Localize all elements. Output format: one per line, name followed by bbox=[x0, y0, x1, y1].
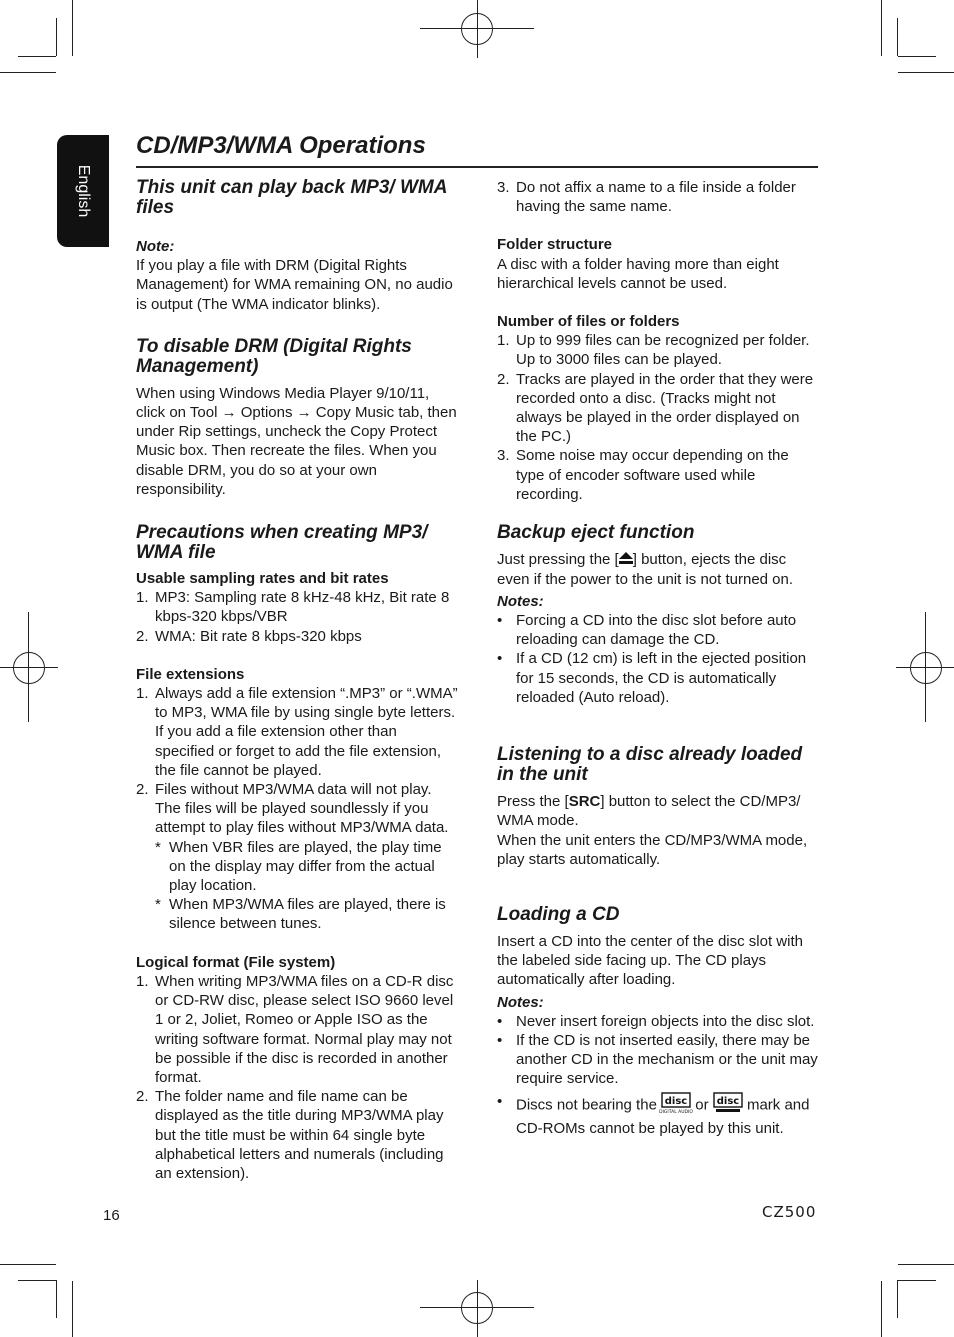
section-heading-precautions: Precautions when creating MP3/ WMA file bbox=[136, 522, 428, 564]
folder-structure-text: A disc with a folder having more than eight hierarchical levels cannot be used. bbox=[497, 255, 779, 292]
list-item: • Never insert foreign objects into the disc slot. bbox=[497, 1012, 815, 1030]
number-of-files-heading: Number of files or folders bbox=[497, 313, 680, 331]
list-item: • If the CD is not inserted easily, there may be another CD in the mechanism or the unit may require service. bbox=[497, 1031, 818, 1088]
page-title: CD/MP3/WMA Operations bbox=[136, 132, 426, 159]
list-item: 3. Some noise may occur depending on the type of encoder software used while recording. bbox=[497, 447, 789, 503]
section-heading-loading: Loading a CD bbox=[497, 903, 620, 925]
eject-icon bbox=[619, 550, 633, 569]
logical-format-heading: Logical format (File system) bbox=[136, 953, 336, 971]
section-heading-listening: Listening to a disc already loaded in the unit bbox=[497, 744, 803, 786]
section-heading-playback: This unit can play back MP3/ WMA files bbox=[136, 177, 447, 218]
drm-text: When using Windows Media Player 9/10/11, click on Tool → Options → Copy Music tab, then under Rip settings, uncheck the Copy Protect Music box. Then recreate the files. When you disable DRM, you do so at your own responsibility. bbox=[136, 384, 457, 498]
backup-eject-text: Just pressing the [ ] button, ejects the disc even if the power to the unit is not turned on. bbox=[497, 551, 794, 588]
svg-text:DIGITAL AUDIO: DIGITAL AUDIO bbox=[659, 1109, 693, 1115]
language-tab bbox=[57, 135, 109, 247]
title-rule bbox=[136, 166, 818, 168]
list-item: * When MP3/WMA files are played, there is silence between tunes. bbox=[155, 896, 446, 933]
left-column bbox=[136, 178, 458, 1183]
extensions-heading: File extensions bbox=[136, 665, 245, 683]
model-name: CZ500 bbox=[762, 1203, 817, 1221]
list-item: 2. Tracks are played in the order that they were recorded onto a disc. (Tracks might not always be played in the order displayed on the PC.) bbox=[497, 370, 814, 446]
svg-text:disc: disc bbox=[664, 1095, 688, 1107]
list-item: 1. Up to 999 files can be recognized per folder. bbox=[497, 332, 810, 350]
list-item: 2. The folder name and file name can be displayed as the title during MP3/WMA play but the title must be within 64 single byte alphabetical letters and numerals (including an extension). bbox=[136, 1088, 444, 1182]
list-item: * When VBR files are played, the play time on the display may differ from the actual play location. bbox=[155, 838, 442, 895]
list-item: 2. Files without MP3/WMA data will not play. The files will be played soundlessly if you attempt to play files without MP3/WMA data. bbox=[136, 781, 449, 837]
sampling-heading: Usable sampling rates and bit rates bbox=[136, 570, 389, 588]
notes-label: Notes: bbox=[497, 993, 544, 1011]
note-label: Note: bbox=[136, 238, 175, 255]
compact-disc-recordable-logo bbox=[713, 1092, 743, 1119]
list-item: 3. Do not affix a name to a file inside a folder having the same name. bbox=[497, 179, 796, 216]
list-item: Up to 3000 files can be played. bbox=[516, 351, 722, 369]
folder-structure-heading: Folder structure bbox=[497, 236, 613, 254]
listening-text: Press the [SRC] button to select the CD/MP3/ WMA mode. bbox=[497, 793, 801, 830]
section-heading-backup-eject: Backup eject function bbox=[497, 522, 695, 544]
section-heading-drm: To disable DRM (Digital Rights Management) bbox=[136, 335, 412, 377]
language-label: English bbox=[75, 164, 92, 218]
note-text: If you play a file with DRM (Digital Rights Management) for WMA remaining ON, no audio is output (The WMA indicator blinks). bbox=[136, 257, 453, 313]
svg-text:disc: disc bbox=[716, 1095, 740, 1107]
page-number: 16 bbox=[103, 1207, 120, 1224]
compact-disc-digital-audio-logo bbox=[661, 1092, 691, 1119]
list-item: 2. WMA: Bit rate 8 kbps-320 kbps bbox=[136, 627, 362, 645]
list-item: • Discs not bearing the disc DIGITAL AUDIO or disc mark and CD-ROMs cannot be played by this unit. bbox=[497, 1092, 810, 1137]
list-item: • If a CD (12 cm) is left in the ejected position for 15 seconds, the CD is automatically reloaded (Auto reload). bbox=[497, 650, 807, 706]
list-item: 1. Always add a file extension “.MP3” or “.WMA” to MP3, WMA file by using single byte letters. If you add a file extension other than specified or forget to add the file extension, the file cannot be played. bbox=[136, 685, 458, 779]
right-column bbox=[497, 178, 819, 1138]
list-item: 1. When writing MP3/WMA files on a CD-R disc or CD-RW disc, please select ISO 9660 level 1 or 2, Joliet, Romeo or Apple ISO as the writing software format. Normal play may not be possible if the disc is recorded in another format. bbox=[136, 972, 454, 1086]
notes-label: Notes: bbox=[497, 592, 544, 610]
list-item: • Forcing a CD into the disc slot before auto reloading can damage the CD. bbox=[497, 612, 797, 649]
listening-text-2: When the unit enters the CD/MP3/WMA mode, play starts automatically. bbox=[497, 831, 808, 868]
loading-text: Insert a CD into the center of the disc slot with the labeled side facing up. The CD plays automatically after loading. bbox=[497, 932, 803, 989]
list-item: 1. MP3: Sampling rate 8 kHz-48 kHz, Bit rate 8 kbps-320 kbps/VBR bbox=[136, 589, 450, 626]
